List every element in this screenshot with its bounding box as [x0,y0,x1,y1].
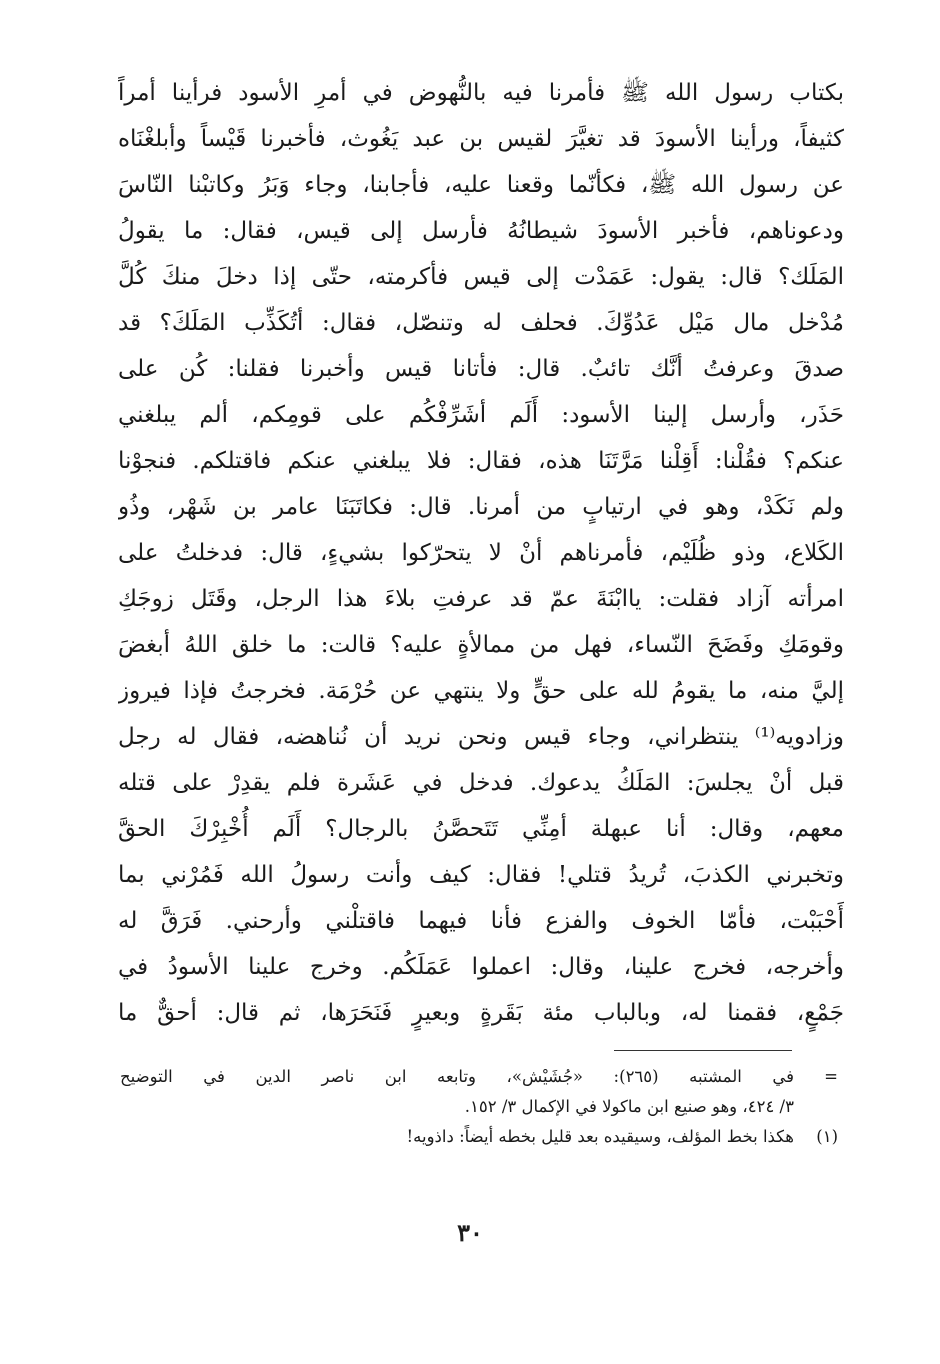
footnote-continuation [120,1062,842,1092]
text-line: كثيفاً، ورأينا الأسودَ قد تغيَّرَ لقيس بن عبد يَغُوث، فأخبرنا قَيْساً وأبلغْنَاه [118,126,844,152]
text-line: الكَلاع، وذو ظُلَيْم، فأمرناهم أنْ لا يتحرّكوا بشيءٍ، قال: فدخلتُ على [118,540,844,566]
text-line: وقومَكِ وفَضَحَ النّساء، فهل من ممالأةٍ عليه؟ قالت: ما خلق اللهُ أبغضَ [118,632,844,658]
page-number: ٣٠ [457,1218,483,1247]
text-line: بكتاب رسول الله ﷺ فأمرنا فيه بالنُّهوض في أمرِ الأسود فرأينا أمراً [118,80,844,106]
text-line: إليَّ منه، ما يقومُ لله على حقٍّ ولا ينتهي عن حُرْمَة. فخرجتُ فإذا فيروز [118,678,844,704]
text-line: جَمْعٍ، فقمنا له، وبالباب مئة بَقَرةٍ وبعيرٍ فَنَحَرَها، ثم قال: أحقٌّ ما [118,1000,844,1026]
text-line: عن رسول الله ﷺ، فكأنّما وقعنا عليه، فأجابنا، وجاء وَبَرُ وكاتبْنا النّاسَ [118,172,844,198]
text-line: صدقَ وعرفتُ أنَّك تائبٌ. قال: فأتانا قيس وأخبرنا فقلنا: كُن على [118,356,844,382]
footnotes-block [120,1062,842,1152]
text-line: عنكم؟ فقُلْنا: أَقِلْنا مَرَّتَنَا هذه، فقال: فلا يبلغني عنكم فاقتلكم. فنجوْنا [118,448,844,474]
text-line: قبل أنْ يجلسَ: المَلَكُ يدعوك. فدخل في عَشَرة فلم يقدِرْ على قتله [118,770,844,796]
main-text-block [118,70,844,1036]
footnote-separator [614,1050,792,1051]
text-line: المَلَك؟ قال: يقول: عَمَدْت إلى قيس فأكرمته، حتّى إذا دخلَ منكَ كُلَّ [118,264,844,290]
footnote-text: في المشتبه (٢٦٥): «جُشَيْش»، وتابعه ابن ناصر الدين في التوضيح [120,1067,794,1086]
text-line: أَحْبَبْت، فأمّا الخوف والفزع فأنا فيهما فاقتلْني وأرحني. فَرَقَّ له [118,908,844,934]
footnote-marker: = [824,1067,838,1086]
text-line: وزادويه⁽¹⁾ ينتظراني، وجاء قيس ونحن نريد أن نُناهضه، فقال له رجل [118,724,844,750]
text-line: امرأته آزاد فقلت: ياابْنَةَ عمّ قد عرفتِ بلاءَ هذا الرجل، وقَتَل زوجَكِ [118,586,844,612]
text-line: مُدْخل مال مَيْل عَدُوِّكَ. فحلف له وتنصّل، فقال: أتُكَذِّب المَلَكَ؟ قد [118,310,844,336]
footnote-continuation-line [120,1092,842,1122]
footnote-marker: (١) [816,1127,838,1146]
text-line: ودعوناهم، فأخبر الأسودَ شيطانُهُ فأرسل إلى قيس، فقال: ما يقولُ [118,218,844,244]
footnote-text: هكذا بخط المؤلف، وسيقيده بعد قليل بخطه أيضاً: داذويه! [406,1127,794,1146]
text-line: وأخرجه، فخرج علينا، وقال: اعملوا عَمَلَكُم. وخرج علينا الأسودُ في [118,954,844,980]
text-line: حَذَر، وأرسل إلينا الأسود: أَلَم أشَرِّفْكُم على قومِكم، ألم يبلغني [118,402,844,428]
text-line: معهم، وقال: أنا عبهلة أمِنِّي تَتَحصَّنُ بالرجال؟ أَلَم أُخْبِرْكَ الحقَّ [118,816,844,842]
text-line: وتخبرني الكذبَ، تُريدُ قتلي! فقال: كيف وأنت رسولُ الله فَمُرْني بما [118,862,844,888]
footnote-text: ٣/ ٤٢٤، وهو صنيع ابن ماكولا في الإكمال ٣/ ١٥٢. [464,1097,794,1116]
footnote-1 [120,1122,842,1152]
text-line: ولم نَكَدْ، وهو في ارتيابٍ من أمرنا. قال: فكاتَبَنَا عامر بن شَهْر، وذُو [118,494,844,520]
